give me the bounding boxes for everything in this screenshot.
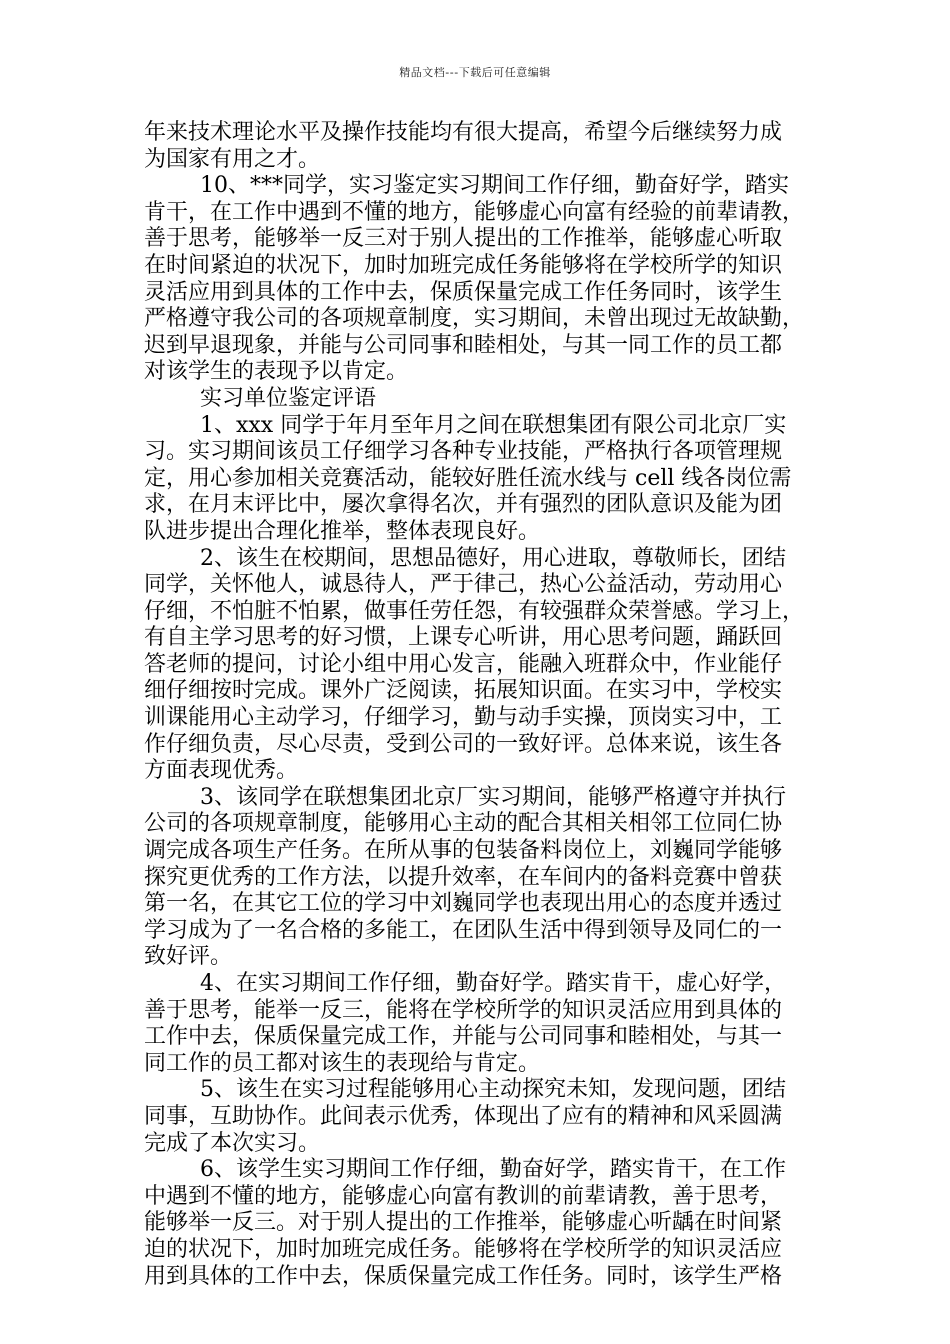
- text-line: 细仔细按时完成。课外广泛阅读，拓展知识面。在实习中，学校实: [144, 678, 783, 704]
- text-line: 方面表现优秀。: [144, 758, 299, 784]
- text-line: 年来技术理论水平及操作技能均有很大提高，希望今后继续努力成: [144, 120, 783, 145]
- text-line: 1、xxx 同学于年月至年月之间在联想集团有限公司北京厂实: [200, 412, 787, 438]
- text-line: 完成了本次实习。: [144, 1130, 321, 1156]
- text-line: 严格遵守我公司的各项规章制度，实习期间，未曾出现过无故缺勤，: [144, 306, 805, 332]
- text-line: 调完成各项生产任务。在所从事的包装备料岗位上，刘巍同学能够: [144, 838, 783, 864]
- text-line: 4、在实习期间工作仔细，勤奋好学。踏实肯干，虚心好学，: [200, 971, 786, 996]
- text-line: 灵活应用到具体的工作中去，保质保量完成工作任务同时，该学生: [144, 279, 783, 305]
- text-line: 2、该生在校期间，思想品德好，用心进取，尊敬师长，团结: [200, 545, 786, 571]
- text-line: 为国家有用之才。: [144, 146, 321, 172]
- text-line: 在时间紧迫的状况下，加时加班完成任务能够将在学校所学的知识: [144, 252, 783, 278]
- paragraph: [144, 1077, 820, 1157]
- text-line: 同学，关怀他人，诚恳待人，严于律己，热心公益活动，劳动用心: [144, 572, 783, 598]
- text-line: 学习成为了一名合格的多能工，在团队生活中得到领导及同仁的一: [144, 917, 783, 943]
- text-line: 对该学生的表现予以肯定。: [144, 359, 409, 385]
- text-line: 答老师的提问，讨论小组中用心发言，能融入班群众中，作业能仔: [144, 651, 783, 677]
- paragraph: [144, 546, 820, 785]
- text-line: 能够举一反三。对于别人提出的工作推举，能够虚心听龋在时间紧: [144, 1210, 783, 1236]
- text-line: 探究更优秀的工作方法，以提升效率，在车间内的备料竞赛中曾获: [144, 864, 783, 890]
- text-line: 6、该学生实习期间工作仔细，勤奋好学，踏实肯干，在工作: [200, 1157, 786, 1183]
- text-line: 第一名，在其它工位的学习中刘巍同学也表现出用心的态度并透过: [144, 891, 783, 917]
- text-line: 善于思考，能够举一反三对于别人提出的工作推举，能够虚心听取: [144, 226, 783, 252]
- text-line: 同工作的员工都对该生的表现给与肯定。: [144, 1050, 541, 1076]
- paragraph: [144, 785, 820, 971]
- text-line: 中遇到不懂的地方，能够虚心向富有教训的前辈请教，善于思考，: [144, 1183, 783, 1209]
- paragraph: [144, 120, 820, 173]
- text-line: 5、该生在实习过程能够用心主动探究未知，发现问题，团结: [200, 1077, 786, 1103]
- text-line: 求，在月末评比中，屡次拿得名次，并有强烈的团队意识及能为团: [144, 492, 783, 518]
- text-line: 实习单位鉴定评语: [200, 385, 377, 411]
- text-line: 公司的各项规章制度，能够用心主动的配合其相关相邻工位同仁协: [144, 811, 783, 837]
- document-body: [144, 120, 820, 1290]
- text-line: 迟到早退现象，并能与公司同事和睦相处，与其一同工作的员工都: [144, 332, 783, 358]
- text-line: 有自主学习思考的好习惯，上课专心听讲，用心思考问题，踊跃回: [144, 625, 783, 651]
- text-line: 作仔细负责，尽心尽责，受到公司的一致好评。总体来说，该生各: [144, 731, 783, 757]
- text-line: 10、***同学，实习鉴定实习期间工作仔细，勤奋好学，踏实: [200, 173, 789, 199]
- text-line: 工作中去，保质保量完成工作，并能与公司同事和睦相处，与其一: [144, 1024, 783, 1050]
- paragraph: [144, 1157, 820, 1290]
- text-line: 仔细，不怕脏不怕累，做事任劳任怨，有较强群众荣誉感。学习上，: [144, 598, 805, 624]
- text-line: 习。实习期间该员工仔细学习各种专业技能，严格执行各项管理规: [144, 439, 783, 465]
- paragraph: [144, 971, 820, 1077]
- text-line: 用到具体的工作中去，保质保量完成工作任务。同时，该学生严格: [144, 1263, 783, 1289]
- text-line: 定，用心参加相关竞赛活动，能较好胜任流水线与 cell 线各岗位需: [144, 465, 792, 491]
- text-line: 迫的状况下，加时加班完成任务。能够将在学校所学的知识灵活应: [144, 1236, 783, 1262]
- text-line: 同事，互助协作。此间表示优秀，体现出了应有的精神和风采圆满: [144, 1103, 783, 1129]
- text-line: 善于思考，能举一反三，能将在学校所学的知识灵活应用到具体的: [144, 997, 783, 1023]
- text-line: 致好评。: [144, 944, 233, 970]
- text-line: 肯干，在工作中遇到不懂的地方，能够虚心向富有经验的前辈请教，: [144, 199, 805, 225]
- page-header: 精品文档---下载后可任意编辑: [399, 66, 551, 79]
- text-line: 队进步提出合理化推举，整体表现良好。: [144, 518, 541, 544]
- section-heading: [144, 386, 820, 413]
- text-line: 3、该同学在联想集团北京厂实习期间，能够严格遵守并执行: [200, 784, 786, 810]
- paragraph: [144, 173, 820, 386]
- text-line: 训课能用心主动学习，仔细学习，勤与动手实操，顶岗实习中，工: [144, 705, 783, 731]
- paragraph: [144, 413, 820, 546]
